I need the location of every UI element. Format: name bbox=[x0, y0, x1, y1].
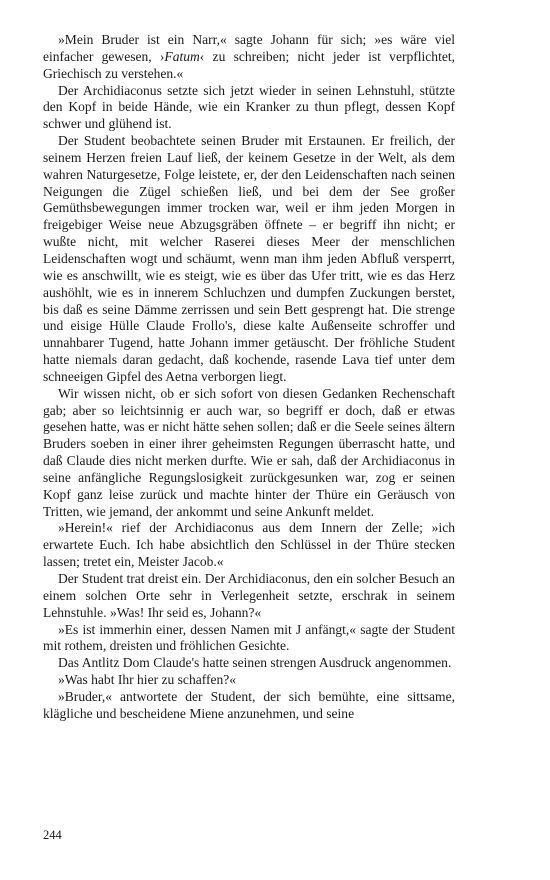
paragraph: Wir wissen nicht, ob er sich sofort von diesen Gedanken Rechenschaft gab; aber so leichtsinnig er auch war, so begriff er doch, daß er etwas gesehen hatte, was er nicht hätte sehen sollen; daß er die Seele seines ältern Bruders soeben in einer ihrer geheimsten Regungen überrascht hatte, und daß Claude dies nicht merken durfte. Wie er sah, daß der Archidiaconus in seine anfängliche Regungslosigkeit zurückgesunken war, zog er seinen Kopf ganz leise zurück und machte hinter der Thüre ein Geräusch von Tritten, wie jemand, der ankommt und seine Ankunft meldet. bbox=[43, 385, 455, 519]
paragraph: »Bruder,« antwortete der Student, der sich bemühte, eine sittsame, klägliche und bescheidene Miene anzunehmen, und seine bbox=[43, 688, 455, 721]
paragraph: »Mein Bruder ist ein Narr,« sagte Johann für sich; »es wäre viel einfacher gewesen, ›Fatum‹ zu schreiben; nicht jeder ist verpflichtet, Griechisch zu verstehen.« bbox=[43, 32, 455, 81]
paragraph: Der Archidiaconus setzte sich jetzt wieder in seinen Lehnstuhl, stützte den Kopf in beide Hände, wie ein Kranker zu thun pflegt, dessen Kopf schwer und glühend ist. bbox=[43, 82, 455, 132]
paragraph: Der Student trat dreist ein. Der Archidiaconus, den ein solcher Besuch an einem solchen Orte sehr in Verlegenheit setzte, erschrak in seinem Lehnstuhle. »Was! Ihr seid es, Johann?« bbox=[43, 571, 455, 620]
paragraph: »Herein!« rief der Archidiaconus aus dem Innern der Zelle; »ich erwartete Euch. Ich habe absichtlich den Schlüssel in der Thüre stecken lassen; tretet ein, Meister Jacob.« bbox=[43, 520, 455, 570]
paragraph: Das Antlitz Dom Claude's hatte seinen strengen Ausdruck angenommen. bbox=[58, 655, 452, 671]
paragraph: Der Student beobachtete seinen Bruder mit Erstaunen. Er freilich, der seinem Herzen freien Lauf ließ, der keinem Gesetze in der Welt, als dem wahren Naturgesetze, Folge leistete, er, der den Leidenschaften nach seinen Neigungen die Zügel schießen ließ, und bei dem der See großer Gemüthsbewegungen immer trocken war, weil er ihm jeden Morgen in freigebiger Weise neue Abzugsgräben öffnete – er begriff ihn nicht; er wußte nicht, mit welcher Raserei dieses Meer der menschlichen Leidenschaften wogt und schäumt, wenn man ihm jeden Abfluß versperrt, wie es anschwillt, wie es steigt, wie es über das Ufer tritt, wie es das Herz aushöhlt, wie es in innerem Schluchzen und dumpfen Zuckungen berstet, bis daß es seine Dämme zerrissen und sein Bett gesprengt hat. Die strenge und eisige Hülle Claude Frollo's, diese kalte Außenseite schroffer und unnahbarer Tugend, hatte Johann immer getäuscht. Der fröhliche Student hatte niemals daran gedacht, daß kochende, rasende Lava tief unter dem schneeigen Gipfel des Aetna verborgen liegt. bbox=[43, 133, 455, 384]
italic-word: Fatum bbox=[164, 48, 200, 64]
paragraph: »Was habt Ihr hier zu schaffen?« bbox=[58, 672, 237, 688]
paragraph: »Es ist immerhin einer, dessen Namen mit J anfängt,« sagte der Student mit rothem, dreisten und fröhlichen Gesichte. bbox=[43, 621, 455, 654]
page-number: 244 bbox=[43, 828, 62, 842]
page-body bbox=[43, 32, 455, 723]
